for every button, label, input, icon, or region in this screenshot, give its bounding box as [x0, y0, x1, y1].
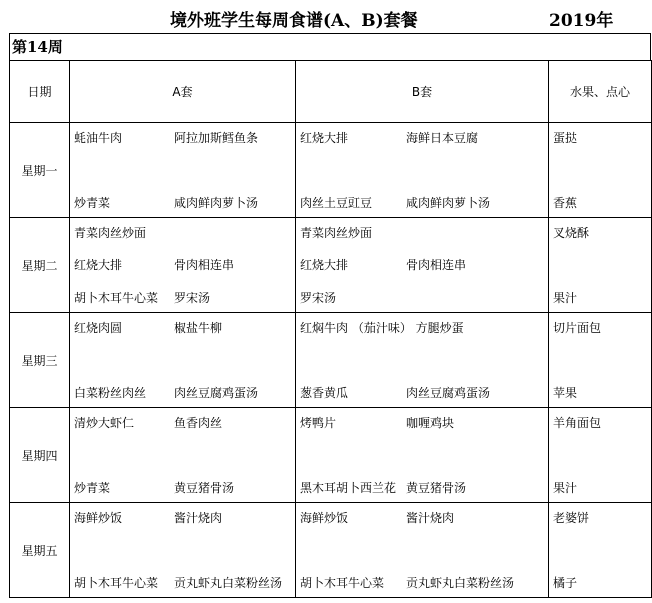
dish-item: 胡卜木耳牛心菜 — [74, 576, 159, 590]
dish-item: 酱汁烧肉 — [174, 511, 223, 525]
dish-item: 青菜肉丝炒面 — [300, 226, 373, 240]
dish-line — [300, 414, 454, 431]
dish-item: 葱香黄瓜 — [300, 386, 349, 400]
dish-item: 青菜肉丝炒面 — [74, 226, 147, 240]
set-a-cell — [70, 313, 296, 408]
dish-item: 黑木耳胡卜西兰花 — [300, 481, 397, 495]
dish-line — [300, 479, 466, 496]
set-b-cell — [296, 123, 549, 218]
set-a-cell — [70, 123, 296, 218]
dish-item: 咸肉鲜肉萝卜汤 — [174, 196, 259, 210]
snack-item: 橘子 — [553, 576, 578, 590]
dish-item: 黄豆猪骨汤 — [174, 481, 235, 495]
dish-item: 胡卜木耳牛心菜 — [74, 291, 159, 305]
snack-item: 香蕉 — [553, 196, 578, 210]
dish-item: 炒青菜 — [74, 196, 111, 210]
dish-item: 鱼香肉丝 — [174, 416, 223, 430]
dish-line — [74, 256, 234, 273]
dish-line — [300, 509, 454, 526]
dish-item: 红烧大排 — [300, 258, 349, 272]
dish-item: 红焖牛肉 （茄汁味） 方腿炒蛋 — [300, 321, 464, 335]
dish-item: 蚝油牛肉 — [74, 131, 123, 145]
dish-item: 骨肉相连串 — [174, 258, 235, 272]
table-row — [10, 503, 652, 598]
set-b-cell — [296, 313, 549, 408]
dish-item: 贡丸虾丸白菜粉丝汤 — [174, 576, 283, 590]
dish-item: 肉丝豆腐鸡蛋汤 — [174, 386, 259, 400]
dish-item: 贡丸虾丸白菜粉丝汤 — [406, 576, 515, 590]
day-cell: 星期五 — [10, 503, 70, 598]
dish-item: 罗宋汤 — [300, 291, 337, 305]
dish-item: 罗宋汤 — [174, 291, 211, 305]
dish-line — [300, 574, 514, 591]
set-b-cell — [296, 218, 549, 313]
snack-cell — [549, 313, 652, 408]
dish-line — [74, 194, 258, 211]
dish-item: 骨肉相连串 — [406, 258, 467, 272]
set-a-cell — [70, 408, 296, 503]
menu-table — [9, 60, 652, 598]
dish-item: 海鲜日本豆腐 — [406, 131, 479, 145]
dish-item: 胡卜木耳牛心菜 — [300, 576, 385, 590]
header-day: 日期 — [10, 61, 70, 123]
dish-item: 清炒大虾仁 — [74, 416, 135, 430]
dish-item: 黄豆猪骨汤 — [406, 481, 467, 495]
snack-item: 切片面包 — [553, 321, 602, 335]
week-label: 第14周 — [9, 33, 651, 60]
dish-item: 红烧大排 — [300, 131, 349, 145]
dish-item: 咸肉鲜肉萝卜汤 — [406, 196, 491, 210]
set-a-cell — [70, 218, 296, 313]
page-title — [0, 6, 652, 30]
set-a-cell — [70, 503, 296, 598]
dish-item: 红烧肉圆 — [74, 321, 123, 335]
dish-item: 炒青菜 — [74, 481, 111, 495]
dish-line — [300, 129, 478, 146]
table-row — [10, 123, 652, 218]
dish-line — [300, 256, 466, 273]
dish-item: 红烧大排 — [74, 258, 123, 272]
snack-cell — [549, 123, 652, 218]
day-cell: 星期二 — [10, 218, 70, 313]
dish-item: 椒盐牛柳 — [174, 321, 223, 335]
dish-line — [300, 194, 490, 211]
menu-title: 境外班学生每周食谱(A、B)套餐 — [170, 11, 418, 31]
dish-line — [74, 319, 222, 336]
day-cell: 星期一 — [10, 123, 70, 218]
header-snack: 水果、点心 — [549, 61, 652, 123]
dish-item: 酱汁烧肉 — [406, 511, 455, 525]
header-row — [10, 61, 652, 123]
dish-line — [74, 414, 222, 431]
dish-line — [74, 224, 146, 241]
dish-item: 肉丝豆腐鸡蛋汤 — [406, 386, 491, 400]
dish-line — [300, 384, 490, 401]
snack-item: 果汁 — [553, 481, 578, 495]
dish-line — [300, 224, 372, 241]
dish-item: 海鲜炒饭 — [300, 511, 349, 525]
dish-item: 海鲜炒饭 — [74, 511, 123, 525]
table-row — [10, 408, 652, 503]
dish-line — [74, 384, 258, 401]
dish-line — [74, 479, 234, 496]
set-b-cell — [296, 408, 549, 503]
dish-item: 咖喱鸡块 — [406, 416, 455, 430]
snack-item: 叉烧酥 — [553, 226, 590, 240]
dish-line — [300, 319, 464, 336]
header-set-a: A套 — [70, 61, 296, 123]
dish-line — [74, 574, 282, 591]
day-cell: 星期四 — [10, 408, 70, 503]
dish-item: 阿拉加斯鳕鱼条 — [174, 131, 259, 145]
snack-item: 老婆饼 — [553, 511, 590, 525]
snack-cell — [549, 218, 652, 313]
header-set-b: B套 — [296, 61, 549, 123]
table-row — [10, 313, 652, 408]
dish-line — [300, 289, 336, 306]
snack-item: 苹果 — [553, 386, 578, 400]
snack-cell — [549, 503, 652, 598]
snack-item: 羊角面包 — [553, 416, 602, 430]
dish-item: 肉丝土豆豇豆 — [300, 196, 373, 210]
snack-item: 蛋挞 — [553, 131, 578, 145]
table-row — [10, 218, 652, 313]
dish-line — [74, 509, 222, 526]
menu-year: 2019年 — [549, 11, 614, 31]
set-b-cell — [296, 503, 549, 598]
snack-cell — [549, 408, 652, 503]
snack-item: 果汁 — [553, 291, 578, 305]
dish-line — [74, 129, 258, 146]
dish-line — [74, 289, 210, 306]
dish-item: 白菜粉丝肉丝 — [74, 386, 147, 400]
dish-item: 烤鸭片 — [300, 416, 337, 430]
day-cell: 星期三 — [10, 313, 70, 408]
